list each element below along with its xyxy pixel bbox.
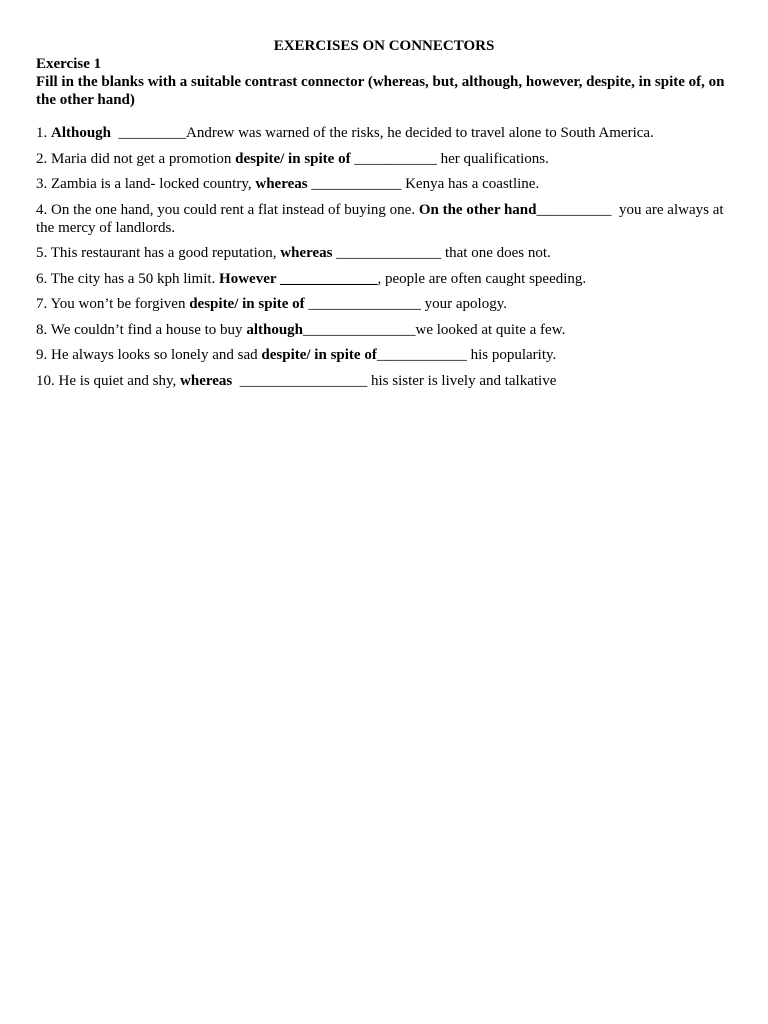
- exercise-item: [36, 150, 732, 168]
- item-text-after: ______________ that one does not.: [332, 245, 551, 261]
- item-text-before: Maria did not get a promotion: [51, 150, 236, 167]
- exercise-instructions: Fill in the blanks with a suitable contrast connector (whereas, but, although, however, despite, in spite of, on the other hand): [36, 74, 725, 108]
- item-number: 4.: [36, 201, 51, 218]
- item-number: 7.: [36, 296, 51, 312]
- item-blank: _____________: [276, 270, 378, 287]
- exercise-label: Exercise 1: [36, 56, 102, 72]
- exercise-item: [36, 295, 732, 313]
- item-connector: despite/ in spite of: [261, 347, 377, 363]
- item-connector: However: [219, 270, 277, 287]
- exercise-item: [36, 321, 732, 339]
- item-connector: whereas: [180, 372, 233, 389]
- item-text-after: ____________ his popularity.: [376, 347, 557, 363]
- exercise-list: [36, 124, 732, 390]
- item-number: 1.: [36, 125, 51, 141]
- item-connector: whereas: [255, 176, 308, 192]
- item-text-after: _______________ your apology.: [304, 296, 508, 312]
- exercise-item: [36, 270, 732, 288]
- item-text-before: The city has a 50 kph limit.: [50, 270, 220, 287]
- exercise-item: [36, 372, 732, 390]
- item-text-after: __________ you are always at the mercy of landlords.: [36, 201, 728, 236]
- item-connector: despite/ in spite of: [189, 296, 305, 312]
- item-text-before: You won’t be forgiven: [50, 296, 190, 312]
- item-connector: On the other hand: [418, 201, 537, 218]
- document-page: [36, 37, 732, 397]
- item-number: 10.: [36, 372, 59, 389]
- item-text-after: ____________ Kenya has a coastline.: [307, 176, 540, 192]
- item-connector: Although: [51, 125, 112, 141]
- exercise-item: [36, 201, 732, 237]
- item-text-after: _________________ his sister is lively and talkative: [232, 372, 557, 389]
- exercise-item: [36, 346, 732, 364]
- item-text-before: He is quiet and shy,: [58, 372, 181, 389]
- item-number: 2.: [36, 150, 51, 167]
- item-text-before: On the one hand, you could rent a flat instead of buying one.: [51, 201, 419, 218]
- document-title: EXERCISES ON CONNECTORS: [273, 38, 495, 54]
- item-number: 3.: [36, 176, 51, 192]
- exercise-item: [36, 244, 732, 262]
- item-text-before: Zambia is a land- locked country,: [51, 176, 256, 192]
- item-connector: despite/ in spite of: [235, 150, 351, 167]
- exercise-item: [36, 175, 732, 193]
- item-number: 5.: [36, 245, 51, 261]
- item-text-before: He always looks so lonely and sad: [51, 347, 262, 363]
- item-text-after: _______________we looked at quite a few.: [303, 321, 566, 338]
- item-text-before: We couldn’t find a house to buy: [50, 321, 247, 338]
- item-number: 9.: [36, 347, 51, 363]
- item-text-after: , people are often caught speeding.: [377, 270, 587, 287]
- item-text-before: This restaurant has a good reputation,: [50, 245, 281, 261]
- item-connector: whereas: [280, 245, 333, 261]
- exercise-item: [36, 124, 732, 142]
- item-text-after: _________Andrew was warned of the risks, he decided to travel alone to South America.: [111, 125, 654, 141]
- item-number: 6.: [36, 270, 51, 287]
- item-text-after: ___________ her qualifications.: [350, 150, 549, 167]
- item-number: 8.: [36, 321, 51, 338]
- item-connector: although: [246, 321, 304, 338]
